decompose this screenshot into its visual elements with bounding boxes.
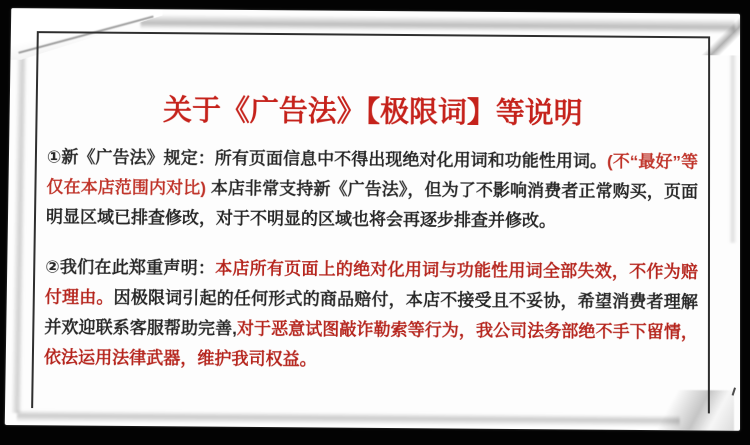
notice-paragraph-1 (46, 143, 698, 238)
paper-edge-shadow-bottom (17, 410, 680, 427)
paper-edge-shadow-right (729, 43, 737, 242)
notice-paper (5, 8, 740, 431)
text-segment: 本店所有页面上的绝对化用词与功能性用词全部失效，不作为赔付理由。 (44, 258, 698, 308)
paper-edge-shadow-top (140, 14, 735, 34)
text-segment: (不“最好”等仅在本店范围内对比) (46, 151, 699, 198)
notice-frame (31, 31, 710, 413)
notice-title: 关于《广告法》【极限词】等说明 (162, 94, 583, 130)
text-segment: 对于恶意试图敲诈勒索等行为，我公司法务部绝不手下留情，依法运用法律武器，维护我司权益。 (43, 319, 698, 370)
notice-paragraph-2 (44, 252, 698, 378)
text-segment: ②我们在此郑重声明： (45, 257, 216, 278)
text-segment: ①新《广告法》规定：所有页面信息中不得出现绝对化用词和功能性用词。 (46, 147, 608, 171)
text-segment: 因极限词引起的任何形式的商品赔付，本店不接受且不妥协，希望消费者理解并欢迎联系客服帮助完善, (44, 288, 698, 339)
paper-edge-shadow-left (11, 52, 28, 413)
text-segment: 本店非常支持新《广告法》，但为了不影响消费者正常购买，页面明显区域已排查修改，对于不明显的区域也将会再逐步排查并修改。 (45, 178, 699, 231)
